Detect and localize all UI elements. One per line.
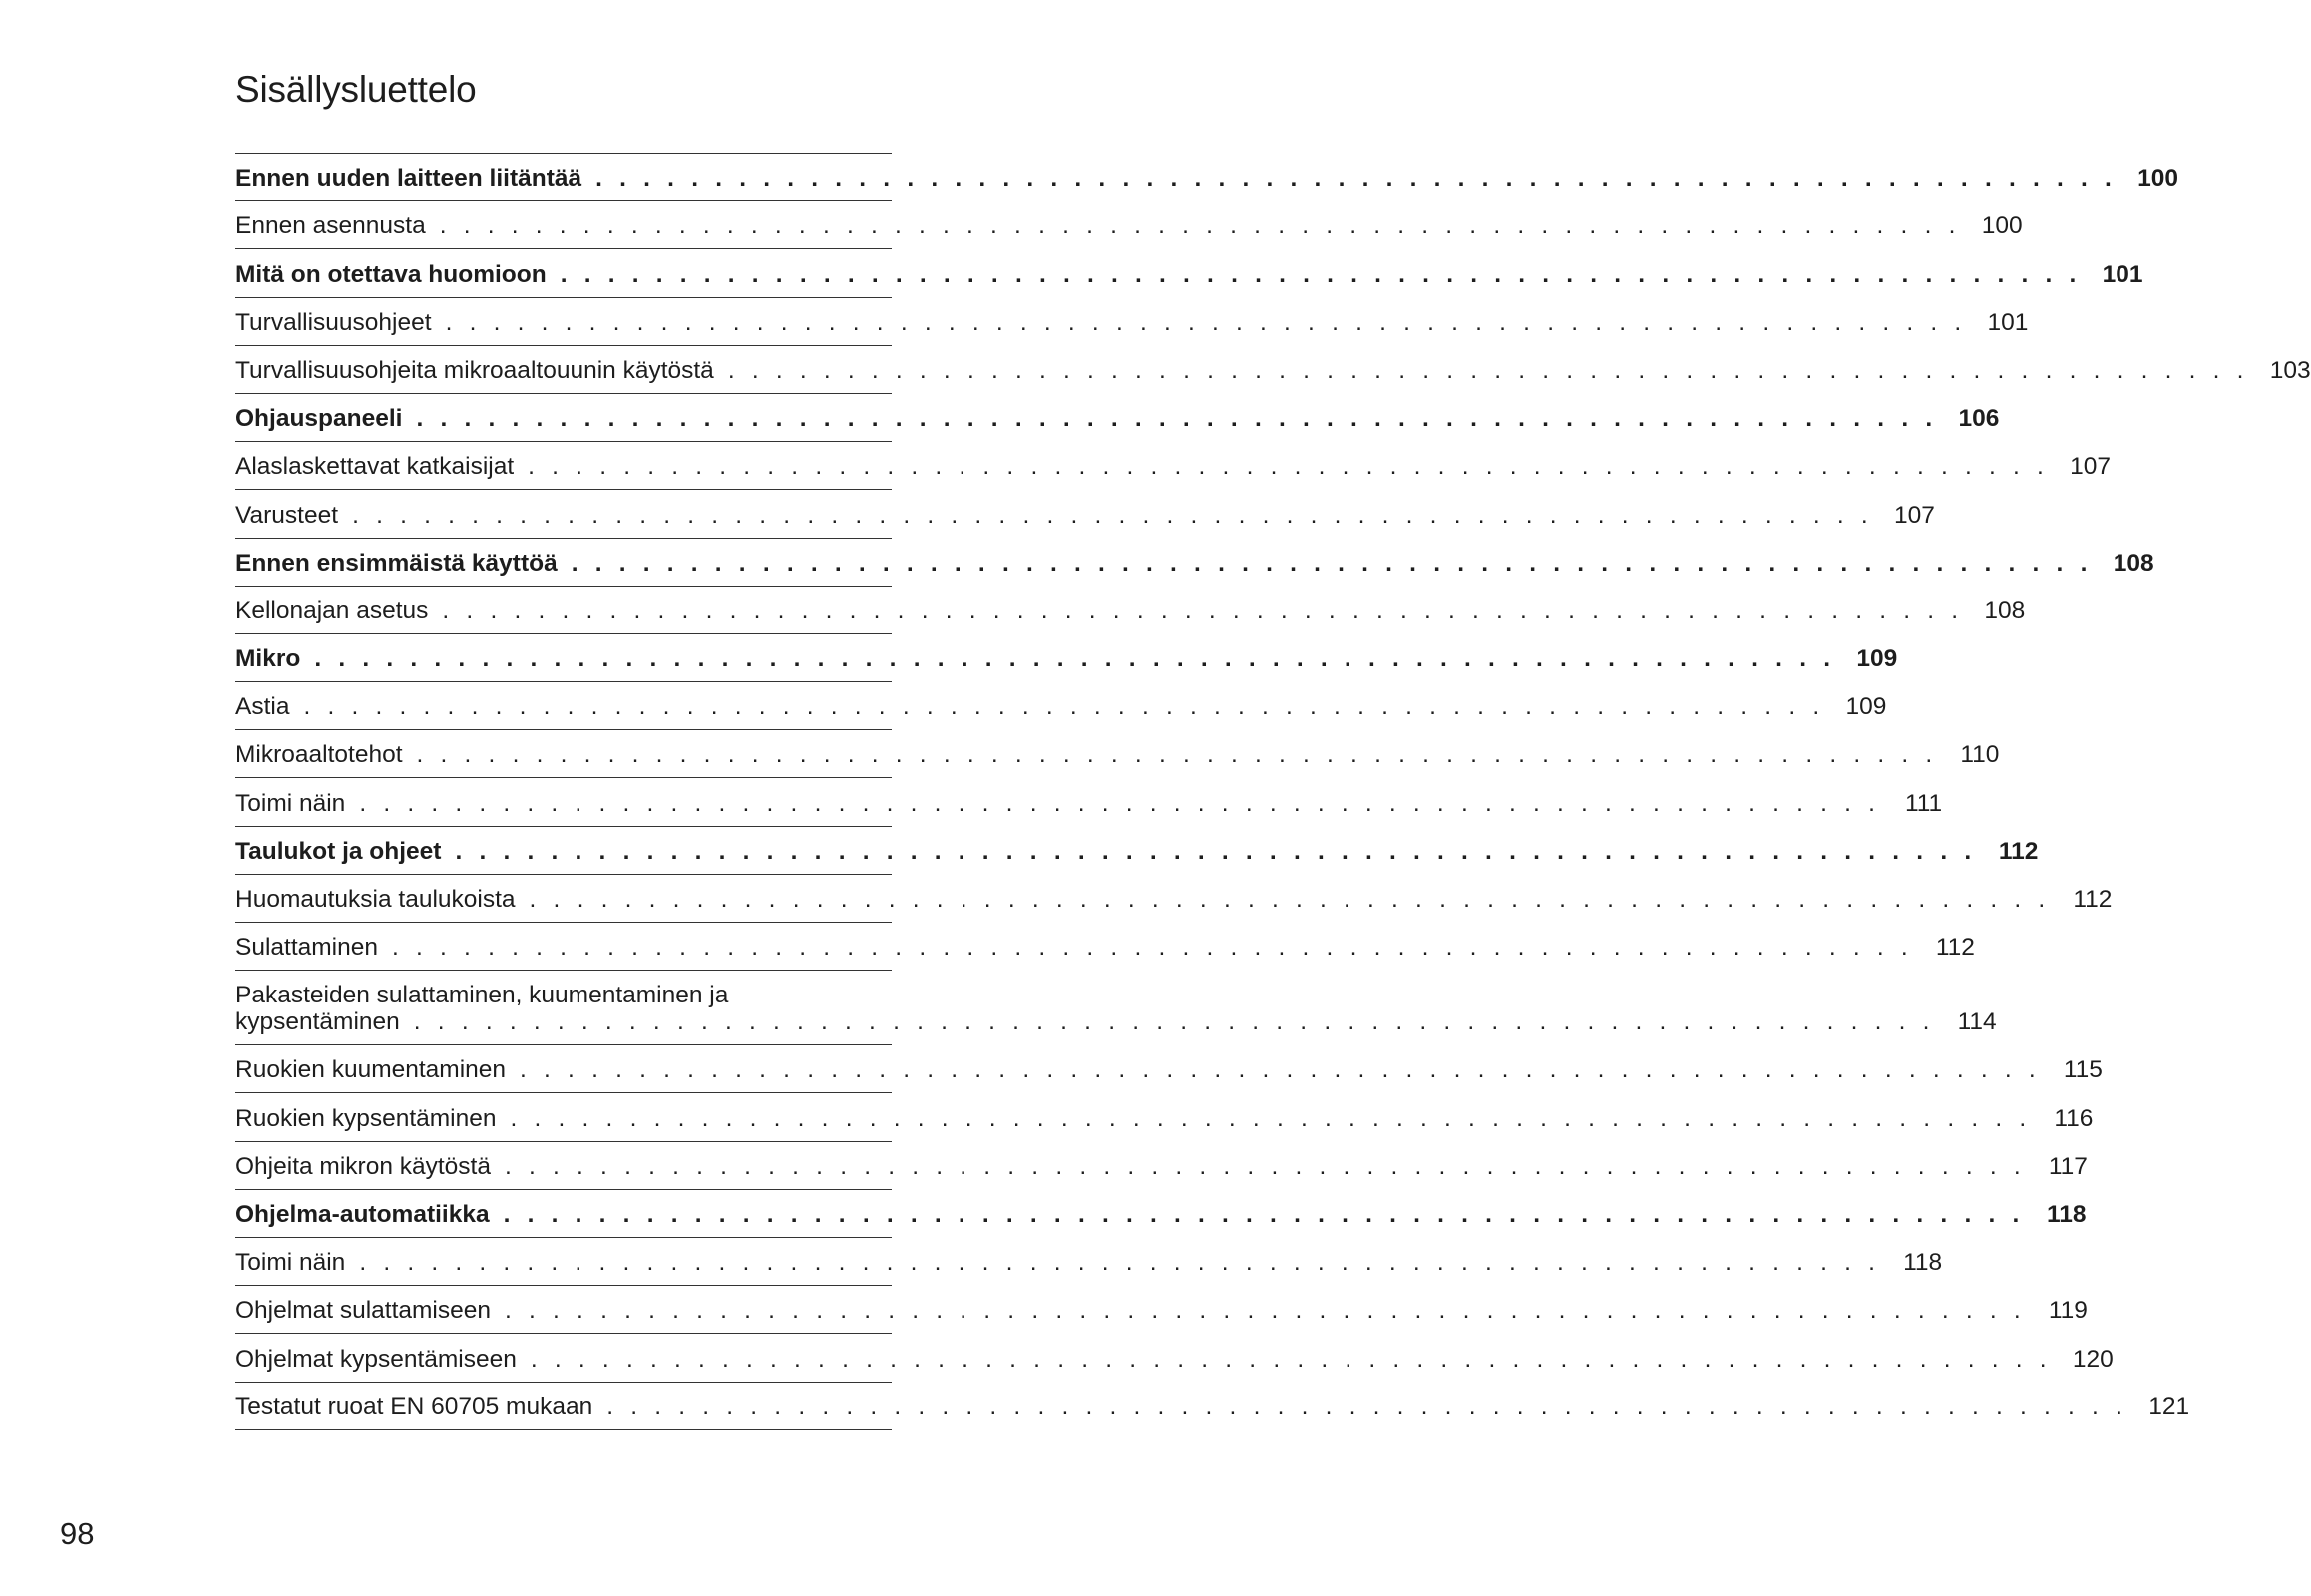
toc-entry-label: Turvallisuusohjeet xyxy=(235,308,432,336)
toc-entry-label: Toimi näin xyxy=(235,789,346,817)
toc-entry-line xyxy=(235,501,1935,530)
toc-entry-label: Ruokien kypsentäminen xyxy=(235,1104,497,1132)
toc-entry-line xyxy=(235,1345,2114,1374)
toc-dot-leader: . . . . . . . . . . . . . . . . . . . . . . . . . . . . . . . . . . . . . . . . . . . . . . . . . . . . . . . . . . . . . . . . xyxy=(392,934,1913,962)
toc-entry-page: 107 xyxy=(2070,453,2112,481)
toc-dot-leader: . . . . . . . . . . . . . . . . . . . . . . . . . . . . . . . . . . . . . . . . . . . . . . . . . . . . . . . . . . . . . . . . xyxy=(529,886,2051,913)
toc-entry-line xyxy=(235,1200,2087,1229)
toc-entry[interactable] xyxy=(235,1238,1943,1286)
toc-entry-page: 100 xyxy=(2137,165,2179,193)
toc-entry[interactable] xyxy=(235,971,1997,1045)
toc-entry-label: Mikro xyxy=(235,645,301,673)
toc-dot-leader: . . . . . . . . . . . . . . . . . . . . . . . . . . . . . . . . . . . . . . . . . . . . . . . . . . . . . . . . . . . . . . . . xyxy=(359,789,1881,817)
toc-entry-label: Ohjauspaneeli xyxy=(235,405,403,433)
toc-entry[interactable] xyxy=(235,346,2311,394)
toc-entry-page: 109 xyxy=(1845,693,1887,721)
toc-entry[interactable] xyxy=(235,1045,2103,1093)
toc-dot-leader: . . . . . . . . . . . . . . . . . . . . . . . . . . . . . . . . . . . . . . . . . . . . . . . . . . . . . . . . . . . . . . . . xyxy=(560,260,2082,288)
toc-entry-line xyxy=(235,837,2039,866)
toc-dot-leader: . . . . . . . . . . . . . . . . . . . . . . . . . . . . . . . . . . . . . . . . . . . . . . . . . . . . . . . . . . . . . . . . xyxy=(416,741,1938,769)
toc-entry-line xyxy=(235,934,1975,962)
toc-dot-leader: . . . . . . . . . . . . . . . . . . . . . . . . . . . . . . . . . . . . . . . . . . . . . . . . . . . . . . . . . . . . . . . . xyxy=(520,1056,2041,1084)
toc-entry-label: Ennen uuden laitteen liitäntää xyxy=(235,165,582,193)
toc-entry-line xyxy=(235,212,2023,240)
toc-entry-label: Mitä on otettava huomioon xyxy=(235,260,547,288)
toc-dot-leader: . . . . . . . . . . . . . . . . . . . . . . . . . . . . . . . . . . . . . . . . . . . . . . . . . . . . . . . . . . . . . . . . xyxy=(314,645,1836,673)
toc-entry-label: Ennen asennusta xyxy=(235,212,426,240)
toc-section-entry[interactable] xyxy=(235,154,2179,201)
toc-entry-page: 115 xyxy=(2063,1056,2103,1084)
toc-dot-leader: . . . . . . . . . . . . . . . . . . . . . . . . . . . . . . . . . . . . . . . . . . . . . . . . . . . . . . . . . . . . . . . . xyxy=(303,693,1825,721)
toc-dot-leader: . . . . . . . . . . . . . . . . . . . . . . . . . . . . . . . . . . . . . . . . . . . . . . . . . . . . . . . . . . . . . . . . xyxy=(505,1152,2026,1180)
toc-entry-page: 112 xyxy=(1998,837,2039,865)
toc-entry-line xyxy=(235,260,2143,289)
toc-entry[interactable] xyxy=(235,923,1975,971)
toc-entry[interactable] xyxy=(235,1286,2088,1334)
toc-entry[interactable] xyxy=(235,298,2029,346)
toc-dot-leader: . . . . . . . . . . . . . . . . . . . . . . . . . . . . . . . . . . . . . . . . . . . . . . . . . . . . . . . . . . . . . . . . xyxy=(510,1104,2032,1132)
toc-entry-line xyxy=(235,789,1943,818)
toc-entry-line xyxy=(235,453,2112,481)
toc-entry-line xyxy=(235,1249,1943,1277)
toc-entry[interactable] xyxy=(235,730,2000,778)
toc-entry-line xyxy=(235,356,2311,385)
toc-entry-page: 118 xyxy=(2046,1200,2087,1228)
toc-entry-label: Kellonajan asetus xyxy=(235,597,429,624)
toc-entry-label: Varusteet xyxy=(235,501,339,529)
toc-entry-label: Ohjeita mikron käytöstä xyxy=(235,1152,491,1180)
toc-entry-line xyxy=(235,165,2179,193)
toc-dot-leader: . . . . . . . . . . . . . . . . . . . . . . . . . . . . . . . . . . . . . . . . . . . . . . . . . . . . . . . . . . . . . . . . xyxy=(455,837,1977,865)
toc-entry-line xyxy=(235,1056,2103,1084)
toc-entry-label: Ohjelma-automatiikka xyxy=(235,1200,490,1228)
toc-entry-page: 120 xyxy=(2072,1345,2114,1373)
toc-entry-page: 119 xyxy=(2048,1297,2088,1325)
toc-dot-leader: . . . . . . . . . . . . . . . . . . . . . . . . . . . . . . . . . . . . . . . . . . . . . . . . . . . . . . . . . . . . . . . . xyxy=(359,1249,1881,1277)
toc-entry-line xyxy=(235,1104,2094,1133)
toc-section-entry[interactable] xyxy=(235,394,2000,442)
toc-dot-leader: . . . . . . . . . . . . . . . . . . . . . . . . . . . . . . . . . . . . . . . . . . . . . . . . . . . . . . . . . . . . . . . . xyxy=(571,549,2093,577)
toc-dot-leader: . . . . . . . . . . . . . . . . . . . . . . . . . . . . . . . . . . . . . . . . . . . . . . . . . . . . . . . . . . . . . . . . xyxy=(528,453,2050,481)
toc-entry[interactable] xyxy=(235,442,2112,490)
toc-entry[interactable] xyxy=(235,1093,2094,1141)
toc-entry[interactable] xyxy=(235,587,2026,634)
toc-entry[interactable] xyxy=(235,682,1887,730)
toc-dot-leader: . . . . . . . . . . . . . . . . . . . . . . . . . . . . . . . . . . . . . . . . . . . . . . . . . . . . . . . . . . . . . . . . xyxy=(530,1345,2052,1373)
toc-entry-page: 100 xyxy=(1981,212,2023,240)
toc-entry-label: Ohjelmat sulattamiseen xyxy=(235,1297,492,1325)
toc-entry-line xyxy=(235,405,2000,433)
toc-dot-leader: . . . . . . . . . . . . . . . . . . . . . . . . . . . . . . . . . . . . . . . . . . . . . . . . . . . . . . . . . . . . . . . . xyxy=(505,1297,2026,1325)
toc-entry-label: kypsentäminen xyxy=(235,1008,400,1036)
toc-dot-leader: . . . . . . . . . . . . . . . . . . . . . . . . . . . . . . . . . . . . . . . . . . . . . . . . . . . . . . . . . . . . . . . . xyxy=(442,597,1964,624)
toc-entry-page: 118 xyxy=(1903,1249,1943,1277)
toc-section-entry[interactable] xyxy=(235,539,2154,587)
toc-entry-label: Astia xyxy=(235,693,290,721)
toc-entry-page: 101 xyxy=(1987,308,2029,336)
toc-entry-label: Sulattaminen xyxy=(235,934,379,962)
toc-dot-leader: . . . . . . . . . . . . . . . . . . . . . . . . . . . . . . . . . . . . . . . . . . . . . . . . . . . . . . . . . . . . . . . . xyxy=(503,1200,2025,1228)
toc-entry[interactable] xyxy=(235,1334,2114,1382)
toc-entry-page: 108 xyxy=(2113,549,2154,577)
toc-entry-page: 101 xyxy=(2102,260,2143,288)
toc-entry[interactable] xyxy=(235,1142,2088,1190)
toc-entry-page: 114 xyxy=(1957,1008,1997,1036)
toc-entry[interactable] xyxy=(235,1383,2190,1430)
toc-entry-page: 103 xyxy=(2269,356,2311,384)
toc-section-entry[interactable] xyxy=(235,634,1898,682)
toc-entry-label: Testatut ruoat EN 60705 mukaan xyxy=(235,1393,593,1420)
table-of-contents xyxy=(235,153,2311,1430)
toc-entry-line xyxy=(235,597,2026,625)
toc-entry-page: 108 xyxy=(1984,597,2026,624)
toc-entry[interactable] xyxy=(235,201,2023,249)
toc-entry-label: Taulukot ja ohjeet xyxy=(235,837,442,865)
toc-entry-page: 111 xyxy=(1904,789,1943,817)
toc-entry-label: Ruokien kuumentaminen xyxy=(235,1056,507,1084)
toc-entry-line xyxy=(235,549,2154,578)
toc-entry-line xyxy=(235,693,1887,721)
toc-entry-line xyxy=(235,741,2000,769)
toc-dot-leader: . . . . . . . . . . . . . . . . . . . . . . . . . . . . . . . . . . . . . . . . . . . . . . . . . . . . . . . . . . . . . . . . xyxy=(439,212,1961,240)
toc-dot-leader: . . . . . . . . . . . . . . . . . . . . . . . . . . . . . . . . . . . . . . . . . . . . . . . . . . . . . . . . . . . . . . . . xyxy=(413,1008,1935,1036)
toc-entry-line xyxy=(235,1297,2088,1325)
toc-entry-line xyxy=(235,886,2113,914)
toc-entry-line xyxy=(235,1152,2088,1181)
toc-entry-page: 110 xyxy=(1960,741,2000,769)
toc-dot-leader: . . . . . . . . . . . . . . . . . . . . . . . . . . . . . . . . . . . . . . . . . . . . . . . . . . . . . . . . . . . . . . . . xyxy=(727,356,2249,384)
toc-entry-line xyxy=(235,308,2029,337)
toc-entry-page: 109 xyxy=(1856,645,1898,673)
toc-section-entry[interactable] xyxy=(235,1190,2087,1238)
toc-entry-label: Huomautuksia taulukoista xyxy=(235,886,516,913)
toc-entry-page: 116 xyxy=(2054,1104,2094,1132)
toc-section-entry[interactable] xyxy=(235,827,2039,875)
toc-dot-leader: . . . . . . . . . . . . . . . . . . . . . . . . . . . . . . . . . . . . . . . . . . . . . . . . . . . . . . . . . . . . . . . . xyxy=(416,405,1938,433)
toc-dot-leader: . . . . . . . . . . . . . . . . . . . . . . . . . . . . . . . . . . . . . . . . . . . . . . . . . . . . . . . . . . . . . . . . xyxy=(352,501,1873,529)
toc-entry-page: 112 xyxy=(2073,886,2113,913)
toc-entry[interactable] xyxy=(235,778,1943,826)
toc-dot-leader: . . . . . . . . . . . . . . . . . . . . . . . . . . . . . . . . . . . . . . . . . . . . . . . . . . . . . . . . . . . . . . . . xyxy=(606,1393,2128,1420)
toc-entry-label: Mikroaaltotehot xyxy=(235,741,403,769)
toc-entry-line xyxy=(235,1008,1997,1036)
toc-entry-label: Turvallisuusohjeita mikroaaltouunin käytöstä xyxy=(235,356,714,384)
toc-entry-label: Alaslaskettavat katkaisijat xyxy=(235,453,515,481)
toc-entry[interactable] xyxy=(235,875,2113,923)
toc-entry-line xyxy=(235,1393,2190,1421)
toc-dot-leader: . . . . . . . . . . . . . . . . . . . . . . . . . . . . . . . . . . . . . . . . . . . . . . . . . . . . . . . . . . . . . . . . xyxy=(595,165,2118,193)
page-title: Sisällysluettelo xyxy=(235,69,477,110)
toc-dot-leader: . . . . . . . . . . . . . . . . . . . . . . . . . . . . . . . . . . . . . . . . . . . . . . . . . . . . . . . . . . . . . . . . xyxy=(445,308,1967,336)
toc-entry-page: 112 xyxy=(1935,934,1975,962)
toc-entry-label: Toimi näin xyxy=(235,1249,346,1277)
toc-section-entry[interactable] xyxy=(235,249,2143,297)
toc-entry-label: Ohjelmat kypsentämiseen xyxy=(235,1345,517,1373)
toc-entry-page: 117 xyxy=(2048,1152,2088,1180)
toc-entry-label: Ennen ensimmäistä käyttöä xyxy=(235,549,558,577)
toc-entry-page: 106 xyxy=(1958,405,2000,433)
page-number: 98 xyxy=(60,1516,95,1551)
toc-entry-page: 107 xyxy=(1894,501,1935,529)
toc-entry-page: 121 xyxy=(2148,1393,2190,1420)
toc-entry-label-line1: Pakasteiden sulattaminen, kuumentaminen ja xyxy=(235,982,729,1009)
toc-entry-line xyxy=(235,645,1898,673)
toc-entry[interactable] xyxy=(235,490,1935,538)
